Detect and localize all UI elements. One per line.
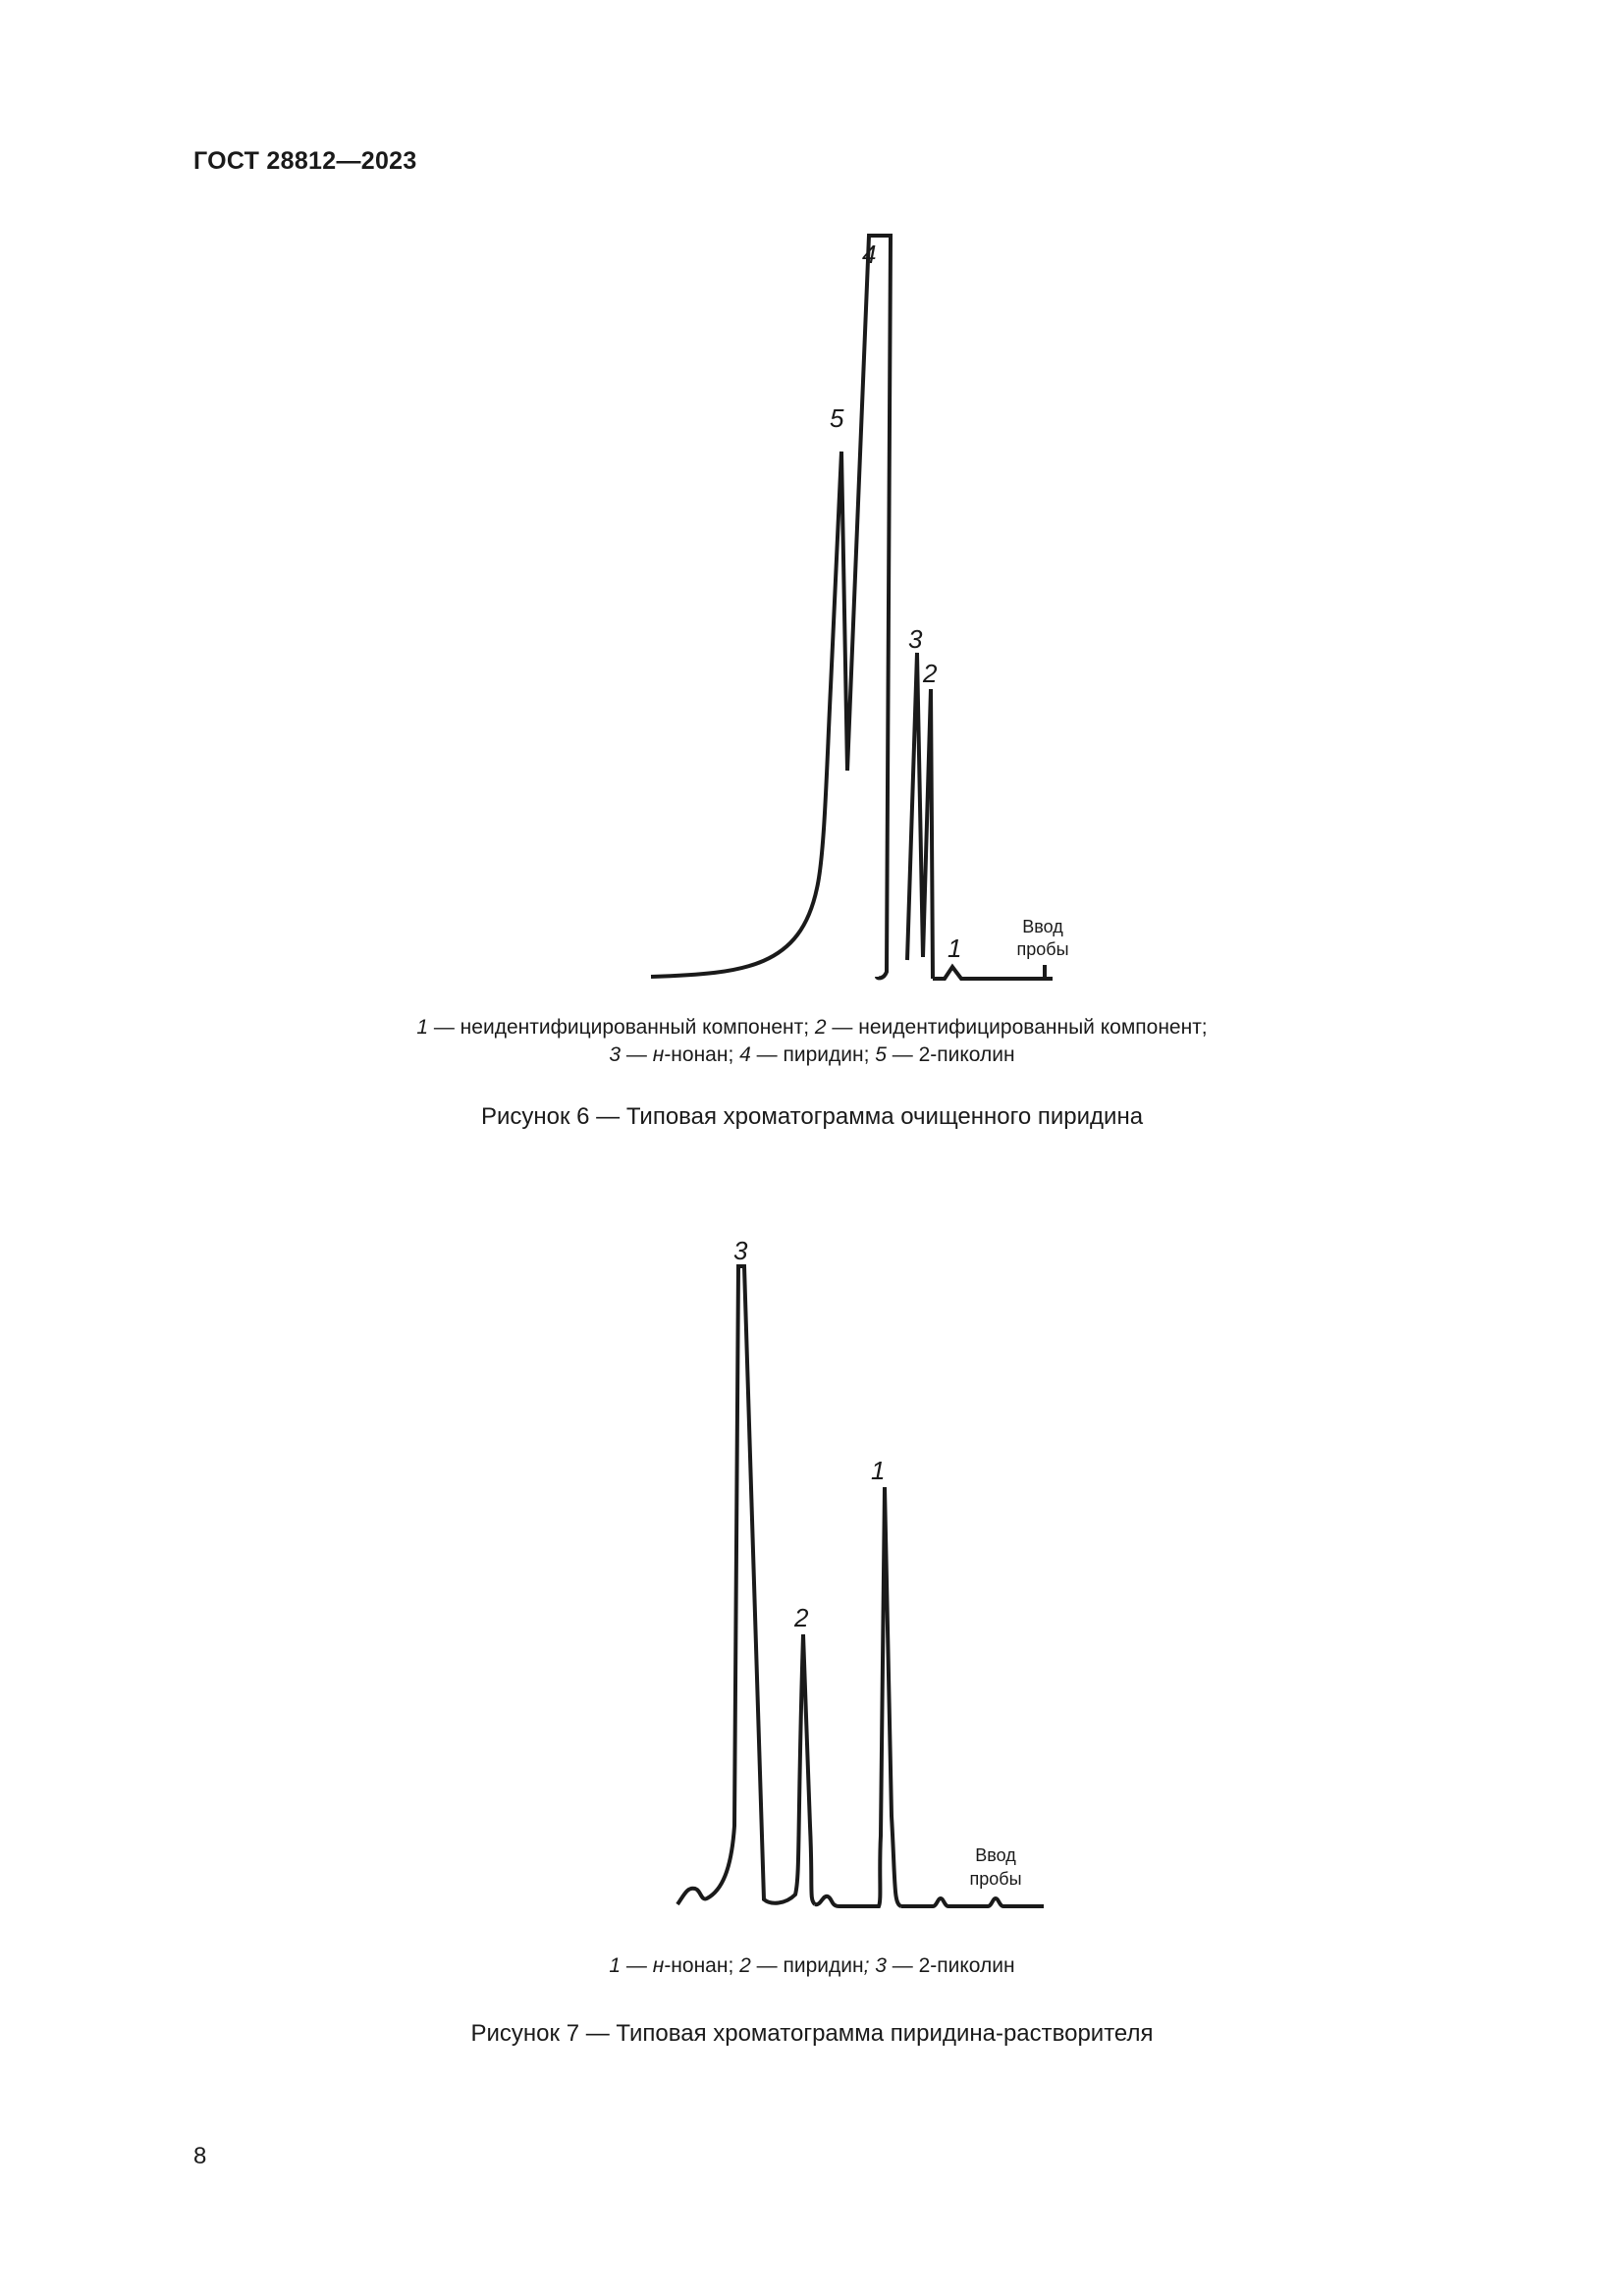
- figure7-trace-peak-1: [815, 1487, 901, 1906]
- figure7-legend-num-2: 2: [739, 1954, 751, 1977]
- figure6-baseline: [933, 967, 1053, 979]
- figure6-peak-label-2: 2: [923, 659, 938, 688]
- figure6-peak-label-3: 3: [908, 624, 923, 654]
- figure6-legend-num-1: 1: [416, 1016, 429, 1039]
- figure7-injection-label-line1: Ввод: [975, 1845, 1016, 1865]
- figure6-legend-line1: 1 — неидентифицированный компонент; 2 — неидентифицированный компонент;: [416, 1016, 1208, 1039]
- figure7-injection-label-line2: пробы: [969, 1869, 1022, 1889]
- page-number: 8: [193, 2143, 207, 2169]
- document-header: ГОСТ 28812—2023: [193, 147, 417, 175]
- figure7-caption: Рисунок 7 — Типовая хроматограмма пиридина-растворителя: [470, 2020, 1154, 2047]
- figure6-trace: [651, 236, 891, 978]
- figure6-legend-num-2: 2: [814, 1016, 827, 1039]
- figure6-legend-num-4: 4: [739, 1043, 751, 1066]
- figure6-injection-label-line2: пробы: [1016, 939, 1069, 959]
- figure6-peak-label-5: 5: [830, 403, 844, 433]
- figure7-peak-label-1: 1: [871, 1456, 886, 1485]
- figure6-legend-num-3: 3: [609, 1043, 622, 1066]
- figure7-legend: 1 — н-нонан; 2 — пиридин; 3 — 2-пиколин: [609, 1954, 1015, 1977]
- figure6-peak-label-1: 1: [947, 934, 962, 963]
- figure6-trace-peaks-2-3: [907, 653, 933, 979]
- figure6-peak-label-4: 4: [862, 240, 877, 269]
- figure7-legend-num-3: 3: [875, 1954, 887, 1977]
- figure6-injection-label-line1: Ввод: [1022, 917, 1063, 936]
- figure6-legend: [0, 1014, 1624, 1069]
- figure6-legend-line2: 3 — н-нонан; 4 — пиридин; 5 — 2-пиколин: [609, 1043, 1015, 1066]
- figure6-caption: Рисунок 6 — Типовая хроматограмма очищенного пиридина: [480, 1103, 1144, 1130]
- figure7-legend-num-1: 1: [609, 1954, 622, 1977]
- figure7-peak-label-3: 3: [733, 1236, 748, 1265]
- figure6-legend-num-5: 5: [875, 1043, 887, 1066]
- figure7-baseline: [901, 1898, 1044, 1906]
- figure7-trace-peak-3: [677, 1266, 815, 1904]
- figure7-peak-label-2: 2: [794, 1603, 809, 1632]
